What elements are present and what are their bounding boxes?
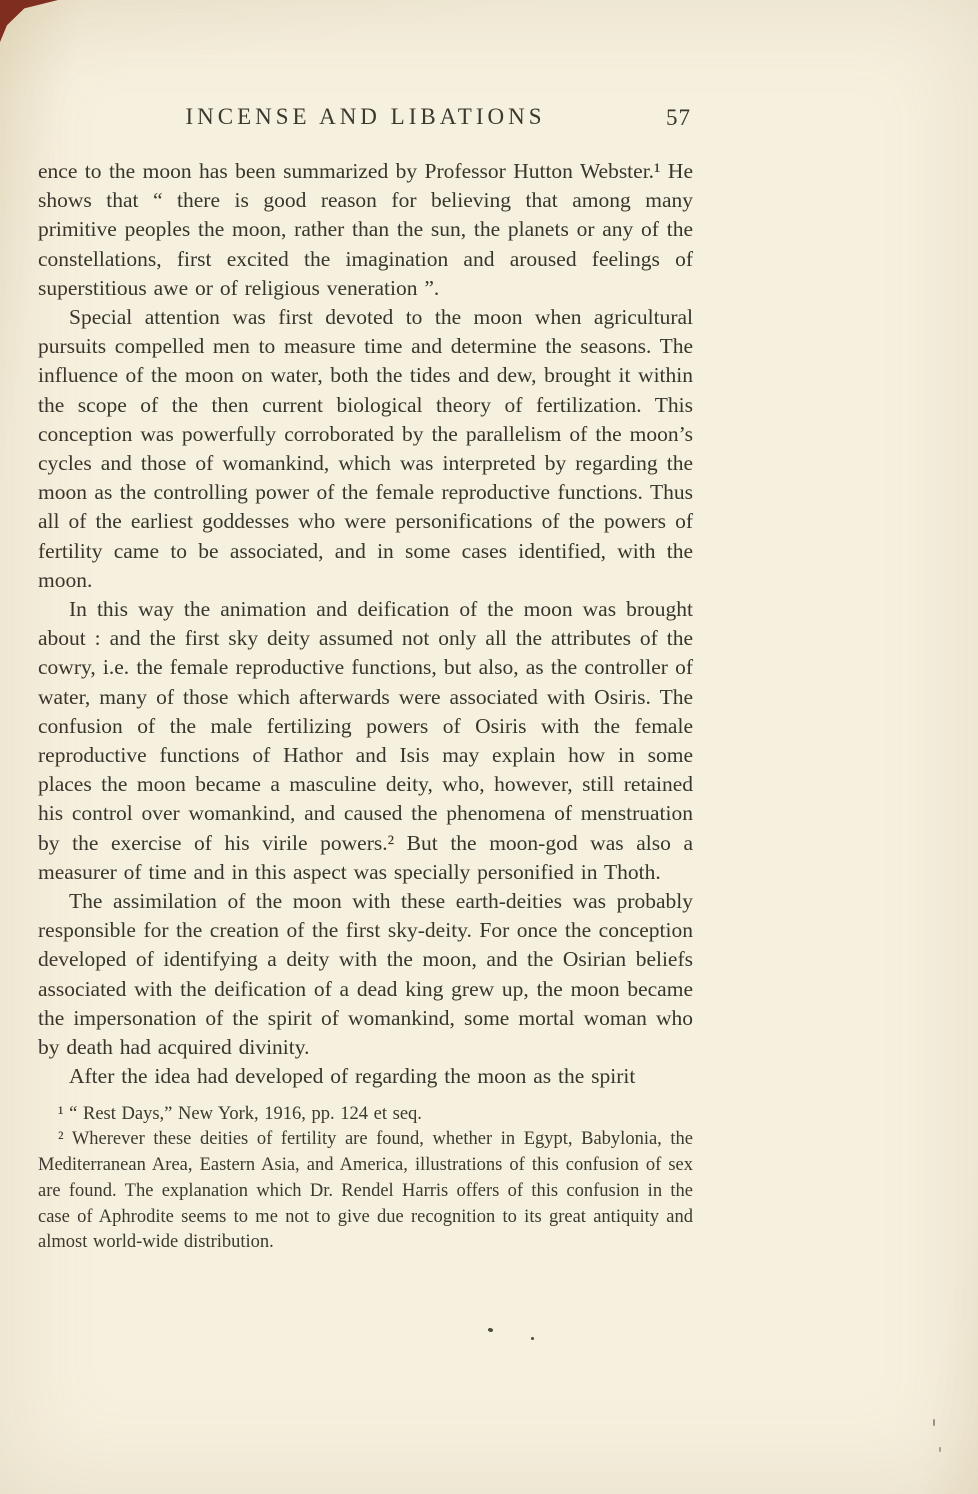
page-body — [38, 157, 693, 1092]
red-ink-corner-mark — [0, 0, 58, 42]
footnote-2: ² Wherever these deities of fertility are found, whether in Egypt, Babylonia, the Mediterranean Area, Eastern Asia, and America, illustrations of this confusion of sex are found. The explanation which Dr. Rendel Harris offers of this confusion in the case of Aphrodite seems to me not to give due recognition to its great antiquity and almost world-wide distribution. — [38, 1129, 693, 1253]
paragraph-4: The assimilation of the moon with these earth-deities was probably responsible for the creation of the first sky-deity. For once the conception developed of identifying a deity with the moon, and the Osirian beliefs associated with the deification of a dead king grew up, the moon became the impersonation of the spirit of womankind, some mortal woman who by death had acquired divinity. — [38, 889, 693, 1060]
scan-speckle — [487, 1327, 493, 1333]
page-number: 57 — [666, 105, 691, 130]
scan-speckle — [939, 1447, 941, 1452]
paragraph-2: Special attention was first devoted to the moon when agricultural pursuits compelled men to measure time and determine the seasons. The influence of the moon on water, both the tides and dew, brought it within the scope of the then current biological theory of fertilization. This conception was powerfully corroborated by the parallelism of the moon’s cycles and those of womankind, which was interpreted by regarding the moon as the controlling power of the female reproductive functions. Thus all of the earliest goddesses who were personifications of the powers of fertility came to be associated, and in some cases identified, with the moon. — [38, 305, 693, 592]
page-header — [38, 104, 693, 134]
text-block — [38, 104, 693, 1256]
footnote-1: ¹ “ Rest Days,” New York, 1916, pp. 124 et seq. — [58, 1103, 422, 1124]
paragraph-3: In this way the animation and deification of the moon was brought about : and the first sky deity assumed not only all the attributes of the cowry, i.e. the female reproductive functions, but also, as the controller of water, many of those which afterwards were associated with Osiris. The confusion of the male fertilizing powers of Osiris with the female reproductive functions of Hathor and Isis may explain how in some places the moon became a masculine deity, who, however, still retained his control over womankind, and caused the phenomena of menstruation by the exercise of his virile powers.² But the moon-god was also a measurer of time and in this aspect was specially personified in Thoth. — [38, 597, 693, 884]
running-title: INCENSE AND LIBATIONS — [185, 104, 546, 129]
scan-speckle — [531, 1337, 534, 1340]
paragraph-1: ence to the moon has been summarized by Professor Hutton Webster.¹ He shows that “ there is good reason for believing that among many primitive peoples the moon, rather than the sun, the planets or any of the constellations, first excited the imagination and aroused feelings of superstitious awe or of religious veneration ”. — [38, 159, 693, 300]
footnotes-section — [38, 1102, 693, 1257]
scan-speckle — [933, 1419, 935, 1426]
paragraph-5: After the idea had developed of regarding the moon as the spirit — [69, 1064, 636, 1089]
